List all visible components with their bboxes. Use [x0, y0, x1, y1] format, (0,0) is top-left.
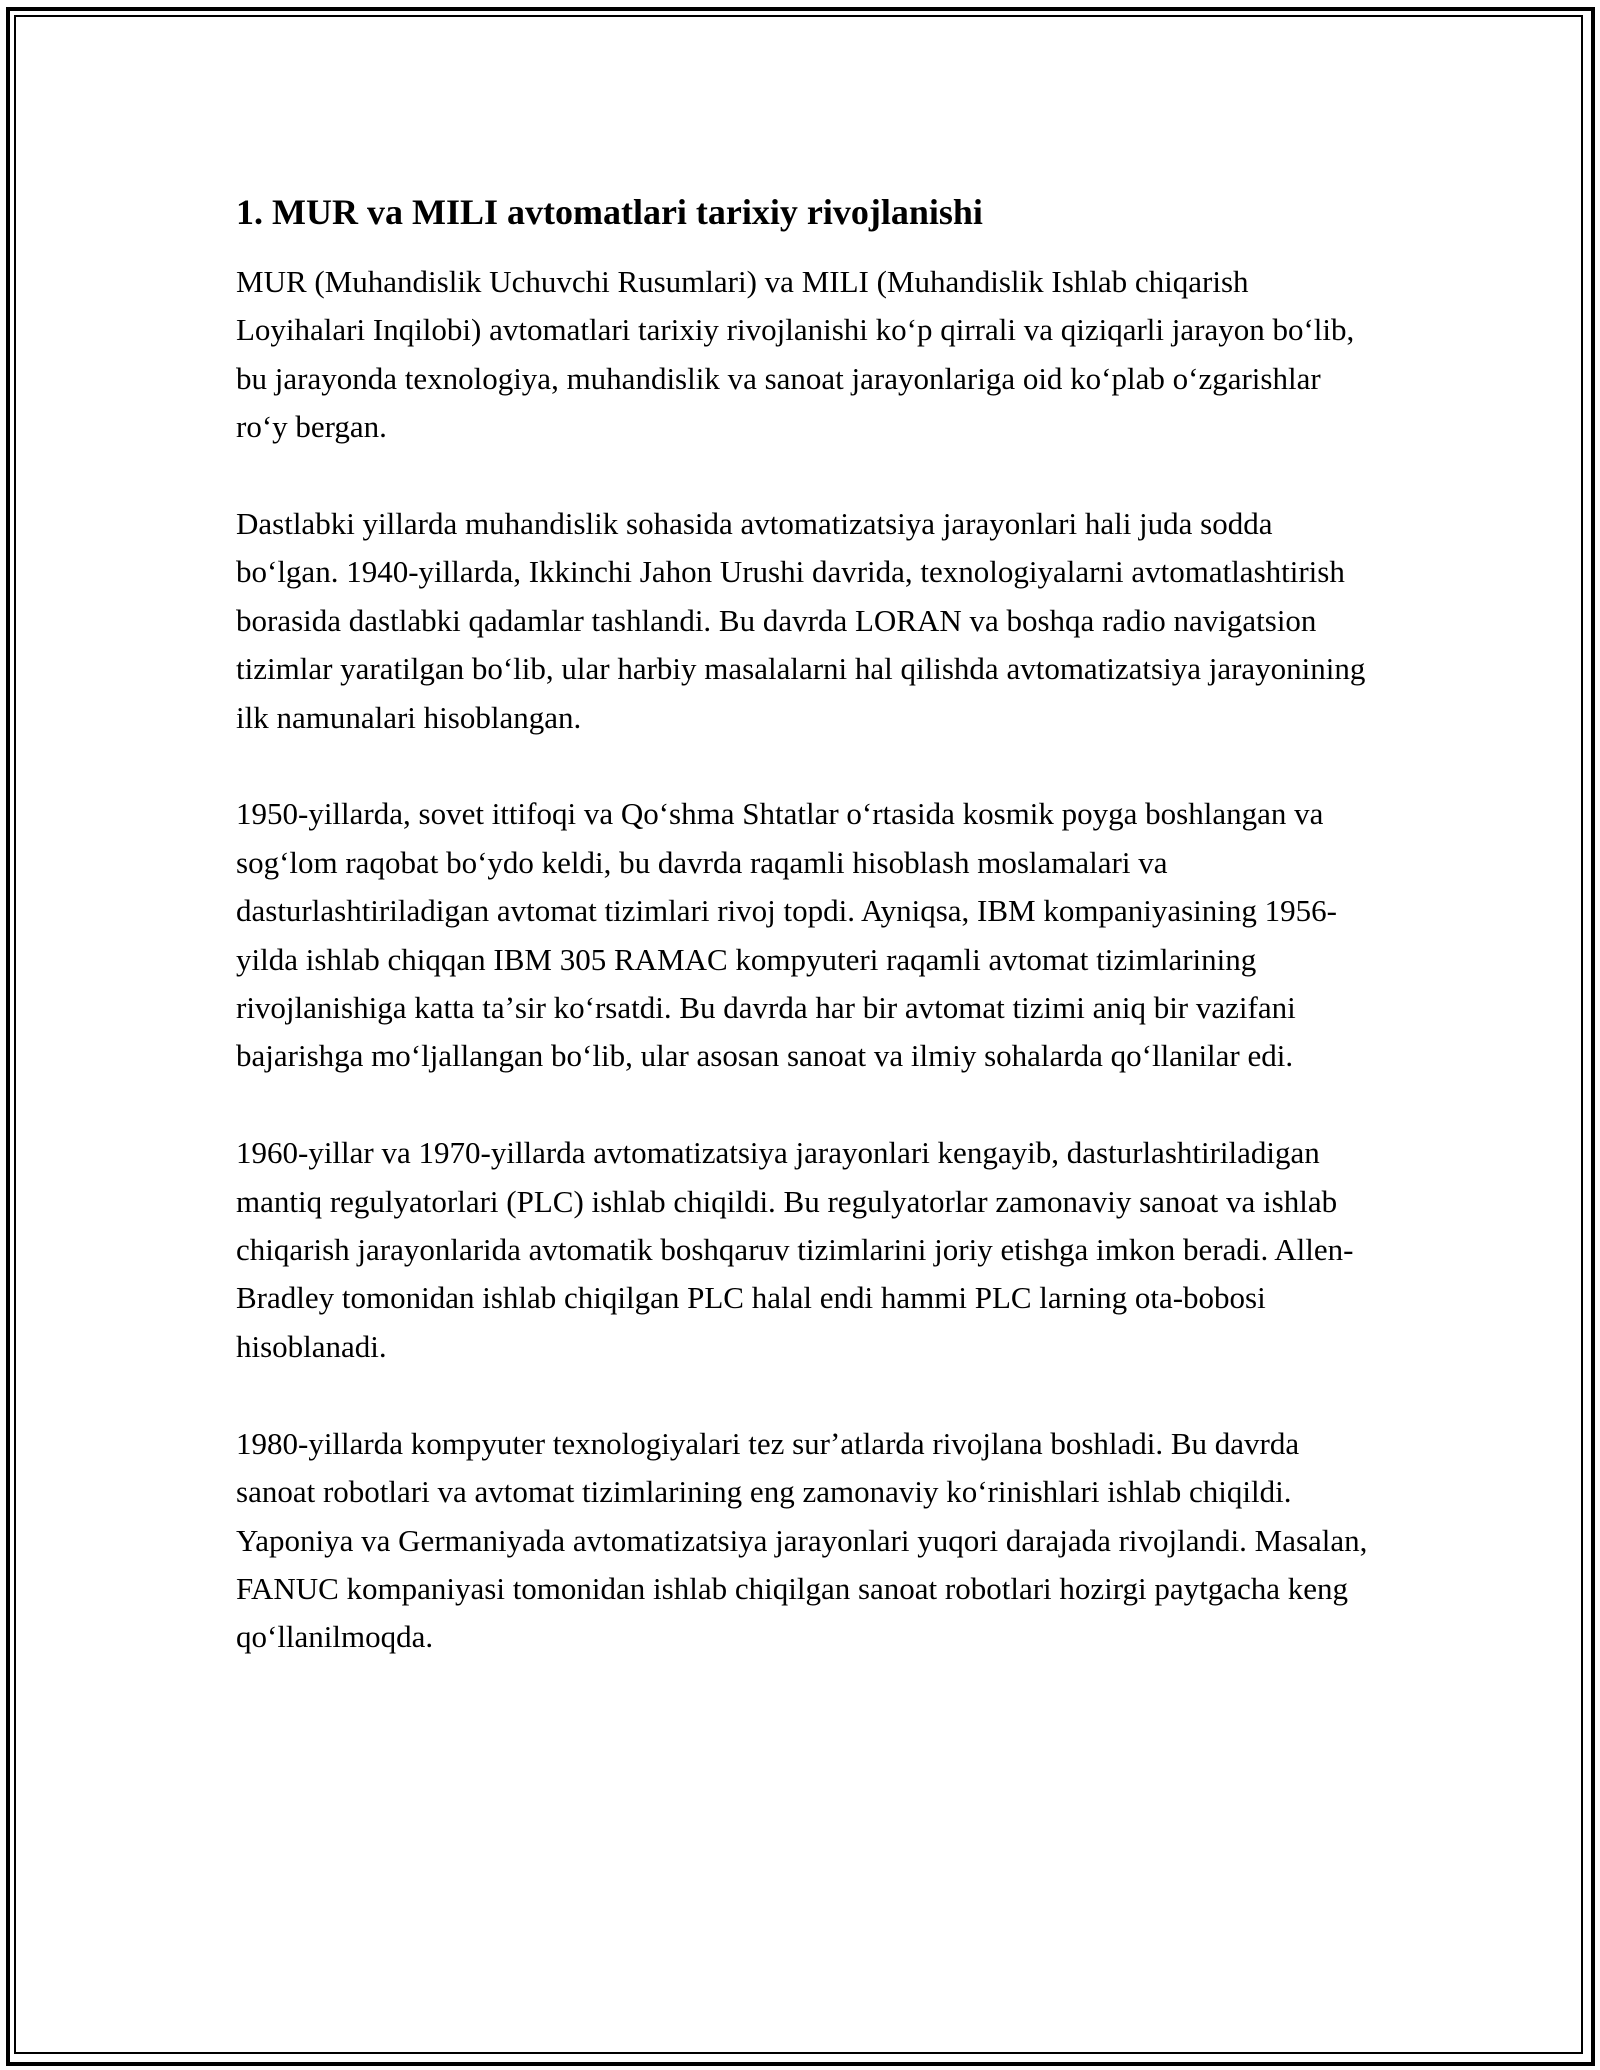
paragraph-4: 1960-yillar va 1970-yillarda avtomatizatsiya jarayonlari kengayib, dasturlashtiriladigan mantiq regulyatorlari (PLC) ishlab chiqildi. Bu regulyatorlar zamonaviy sanoat va ishlab chiqarish jarayonlarida avtomatik boshqaruv tizimlarini joriy etishga imkon beradi. Allen-Bradley tomonidan ishlab chiqilgan PLC halal endi hammi PLC larning ota-bobosi hisoblanadi. [236, 1135, 1354, 1364]
paragraph-5: 1980-yillarda kompyuter texnologiyalari tez surʼatlarda rivojlana boshladi. Bu davrda sanoat robotlari va avtomat tizimlarining eng zamonaviy koʻrinishlari ishlab chiqildi. Yaponiya va Germaniyada avtomatizatsiya jarayonlari yuqori darajada rivojlandi. Masalan, FANUC kompaniyasi tomonidan ishlab chiqilgan sanoat robotlari hozirgi paytgacha keng qoʻllanilmoqda. [236, 1425, 1368, 1655]
paragraph-3: 1950-yillarda, sovet ittifoqi va Qoʻshma Shtatlar oʻrtasida kosmik poyga boshlangan va sogʻlom raqobat boʻydo keldi, bu davrda raqamli hisoblash moslamalari va dasturlashtiriladigan avtomat tizimlari rivoj topdi. Ayniqsa, IBM kompaniyasining 1956-yilda ishlab chiqqan IBM 305 RAMAC kompyuteri raqamli avtomat tizimlarining rivojlanishiga katta taʼsir koʻrsatdi. Bu davrda har bir avtomat tizimi aniq bir vazifani bajarishga moʻljallangan boʻlib, ular asosan sanoat va ilmiy sohalarda qoʻllanilar edi. [236, 796, 1337, 1074]
section-heading: 1. MUR va MILI avtomatlari tarixiy rivojlanishi [236, 192, 983, 232]
paragraph-2: Dastlabki yillarda muhandislik sohasida avtomatizatsiya jarayonlari hali juda sodda boʻlgan. 1940-yillarda, Ikkinchi Jahon Urushi davrida, texnologiyalarni avtomatlashtirish borasida dastlabki qadamlar tashlandi. Bu davrda LORAN va boshqa radio navigatsion tizimlar yaratilgan boʻlib, ular harbiy masalalarni hal qilishda avtomatizatsiya jarayonining ilk namunalari hisoblangan. [236, 506, 1366, 735]
document-body [236, 190, 1376, 1710]
paragraph-1: MUR (Muhandislik Uchuvchi Rusumlari) va MILI (Muhandislik Ishlab chiqarish Loyihalari Inqilobi) avtomatlari tarixiy rivojlanishi koʻp qirrali va qiziqarli jarayon boʻlib, bu jarayonda texnologiya, muhandislik va sanoat jarayonlariga oid koʻplab oʻzgarishlar roʻy bergan. [236, 264, 1355, 445]
